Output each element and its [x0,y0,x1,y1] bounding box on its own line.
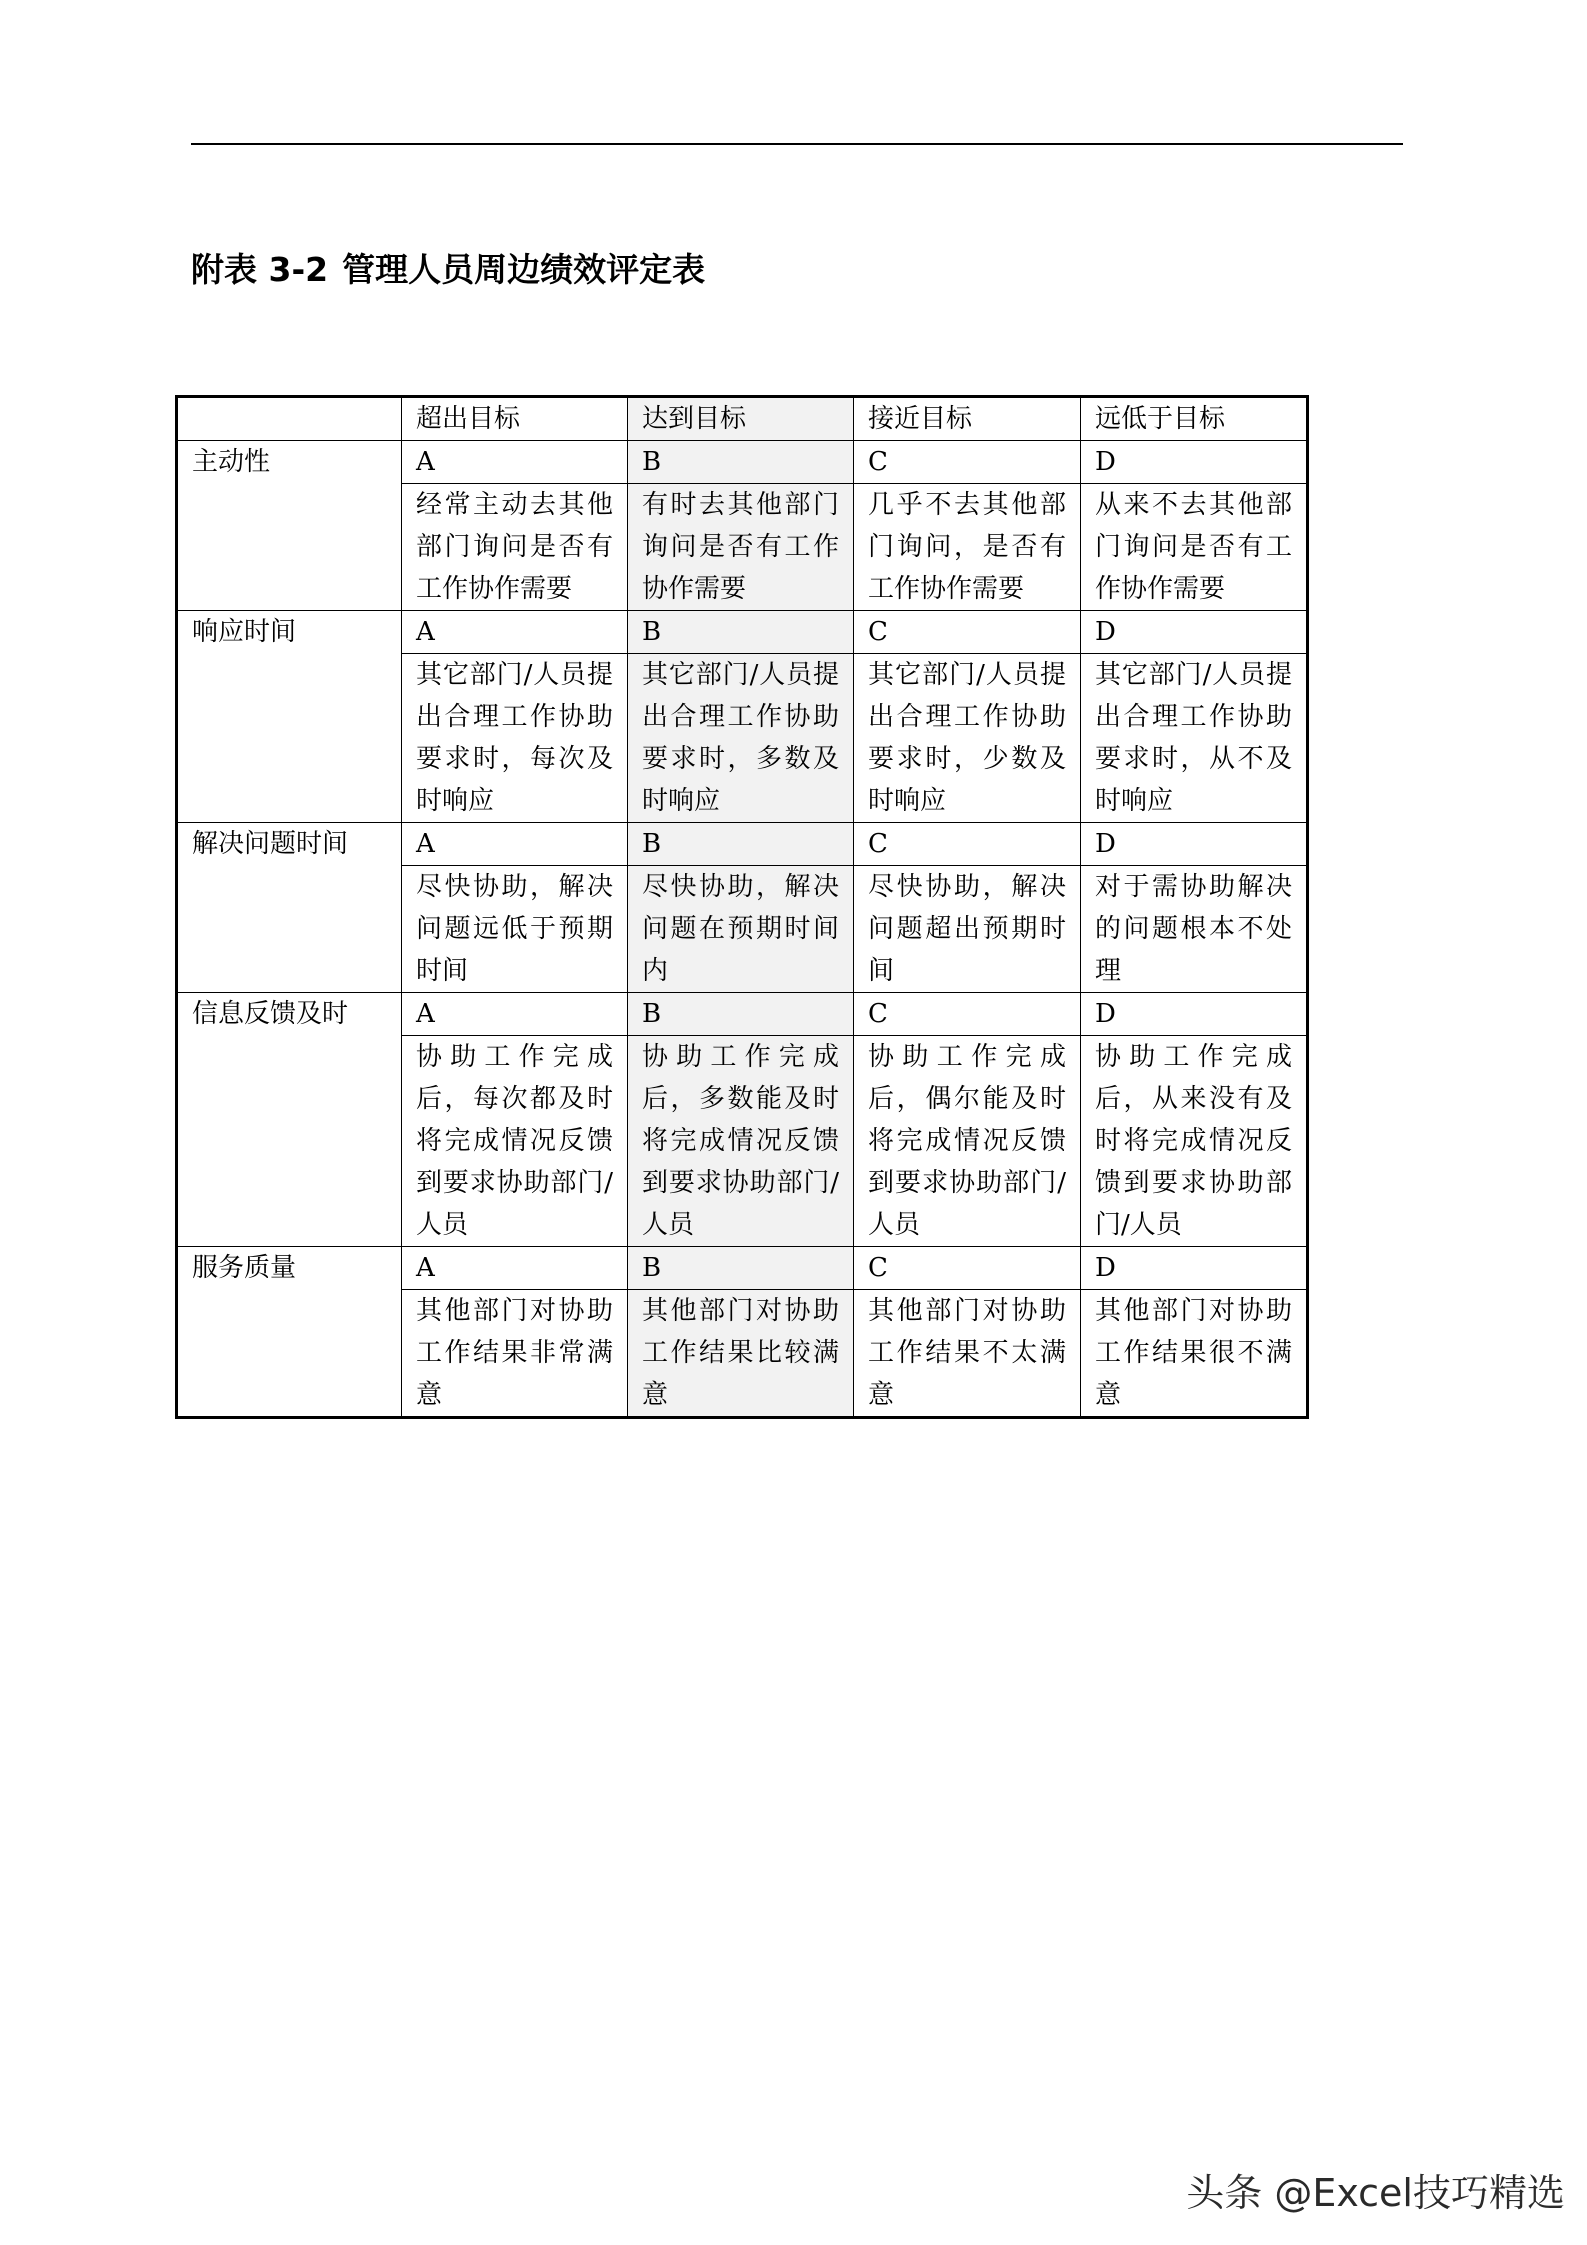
description-cell: 其它部门/人员提出合理工作协助要求时，每次及时响应 [402,654,628,823]
description-cell: 其他部门对协助工作结果不太满意 [854,1290,1081,1418]
header-cell-exceeds: 超出目标 [402,397,628,441]
description-cell: 几乎不去其他部门询问，是否有工作协作需要 [854,484,1081,611]
criterion-label: 信息反馈及时 [177,993,402,1247]
grade-cell: C [854,441,1081,484]
grade-cell: C [854,611,1081,654]
grade-cell: B [628,993,854,1036]
grade-cell: B [628,1247,854,1290]
header-cell-far-below: 远低于目标 [1081,397,1308,441]
description-cell: 从来不去其他部门询问是否有工作协作需要 [1081,484,1308,611]
grade-cell: D [1081,611,1308,654]
description-cell: 其它部门/人员提出合理工作协助要求时，少数及时响应 [854,654,1081,823]
grade-cell: D [1081,441,1308,484]
description-cell: 经常主动去其他部门询问是否有工作协作需要 [402,484,628,611]
criterion-grade-row [177,993,1308,1036]
description-cell: 有时去其他部门询问是否有工作协作需要 [628,484,854,611]
title-text: 管理人员周边绩效评定表 [342,250,706,289]
table-header-row [177,397,1308,441]
grade-cell: A [402,823,628,866]
grade-cell: D [1081,993,1308,1036]
description-cell: 其它部门/人员提出合理工作协助要求时，从不及时响应 [1081,654,1308,823]
criterion-label: 响应时间 [177,611,402,823]
description-cell: 协助工作完成后，多数能及时将完成情况反馈到要求协助部门/人员 [628,1036,854,1247]
description-cell: 其他部门对协助工作结果非常满意 [402,1290,628,1418]
grade-cell: A [402,611,628,654]
header-cell-approaches: 接近目标 [854,397,1081,441]
header-cell-blank [177,397,402,441]
grade-cell: A [402,1247,628,1290]
grade-cell: D [1081,823,1308,866]
table-body [177,397,1308,1418]
criterion-label: 解决问题时间 [177,823,402,993]
criterion-label: 服务质量 [177,1247,402,1418]
description-cell: 其他部门对协助工作结果比较满意 [628,1290,854,1418]
grade-cell: B [628,611,854,654]
description-cell: 对于需协助解决的问题根本不处理 [1081,866,1308,993]
grade-cell: C [854,823,1081,866]
page-title [191,246,705,294]
grade-cell: B [628,441,854,484]
grade-cell: D [1081,1247,1308,1290]
criterion-grade-row [177,823,1308,866]
header-rule [191,143,1403,145]
grade-cell: C [854,1247,1081,1290]
description-cell: 协助工作完成后，偶尔能及时将完成情况反馈到要求协助部门/人员 [854,1036,1081,1247]
description-cell: 尽快协助，解决问题远低于预期时间 [402,866,628,993]
grade-cell: B [628,823,854,866]
criterion-label: 主动性 [177,441,402,611]
title-number: 附表 3-2 [191,250,329,289]
evaluation-table [175,395,1309,1419]
grade-cell: A [402,993,628,1036]
description-cell: 其它部门/人员提出合理工作协助要求时，多数及时响应 [628,654,854,823]
grade-cell: C [854,993,1081,1036]
description-cell: 尽快协助，解决问题超出预期时间 [854,866,1081,993]
description-cell: 其他部门对协助工作结果很不满意 [1081,1290,1308,1418]
watermark: 头条 @Excel技巧精选 [1186,2171,1565,2215]
description-cell: 协助工作完成后，从来没有及时将完成情况反馈到要求协助部门/人员 [1081,1036,1308,1247]
criterion-grade-row [177,1247,1308,1290]
criterion-grade-row [177,441,1308,484]
grade-cell: A [402,441,628,484]
description-cell: 尽快协助，解决问题在预期时间内 [628,866,854,993]
header-cell-meets: 达到目标 [628,397,854,441]
criterion-grade-row [177,611,1308,654]
description-cell: 协助工作完成后，每次都及时将完成情况反馈到要求协助部门/人员 [402,1036,628,1247]
